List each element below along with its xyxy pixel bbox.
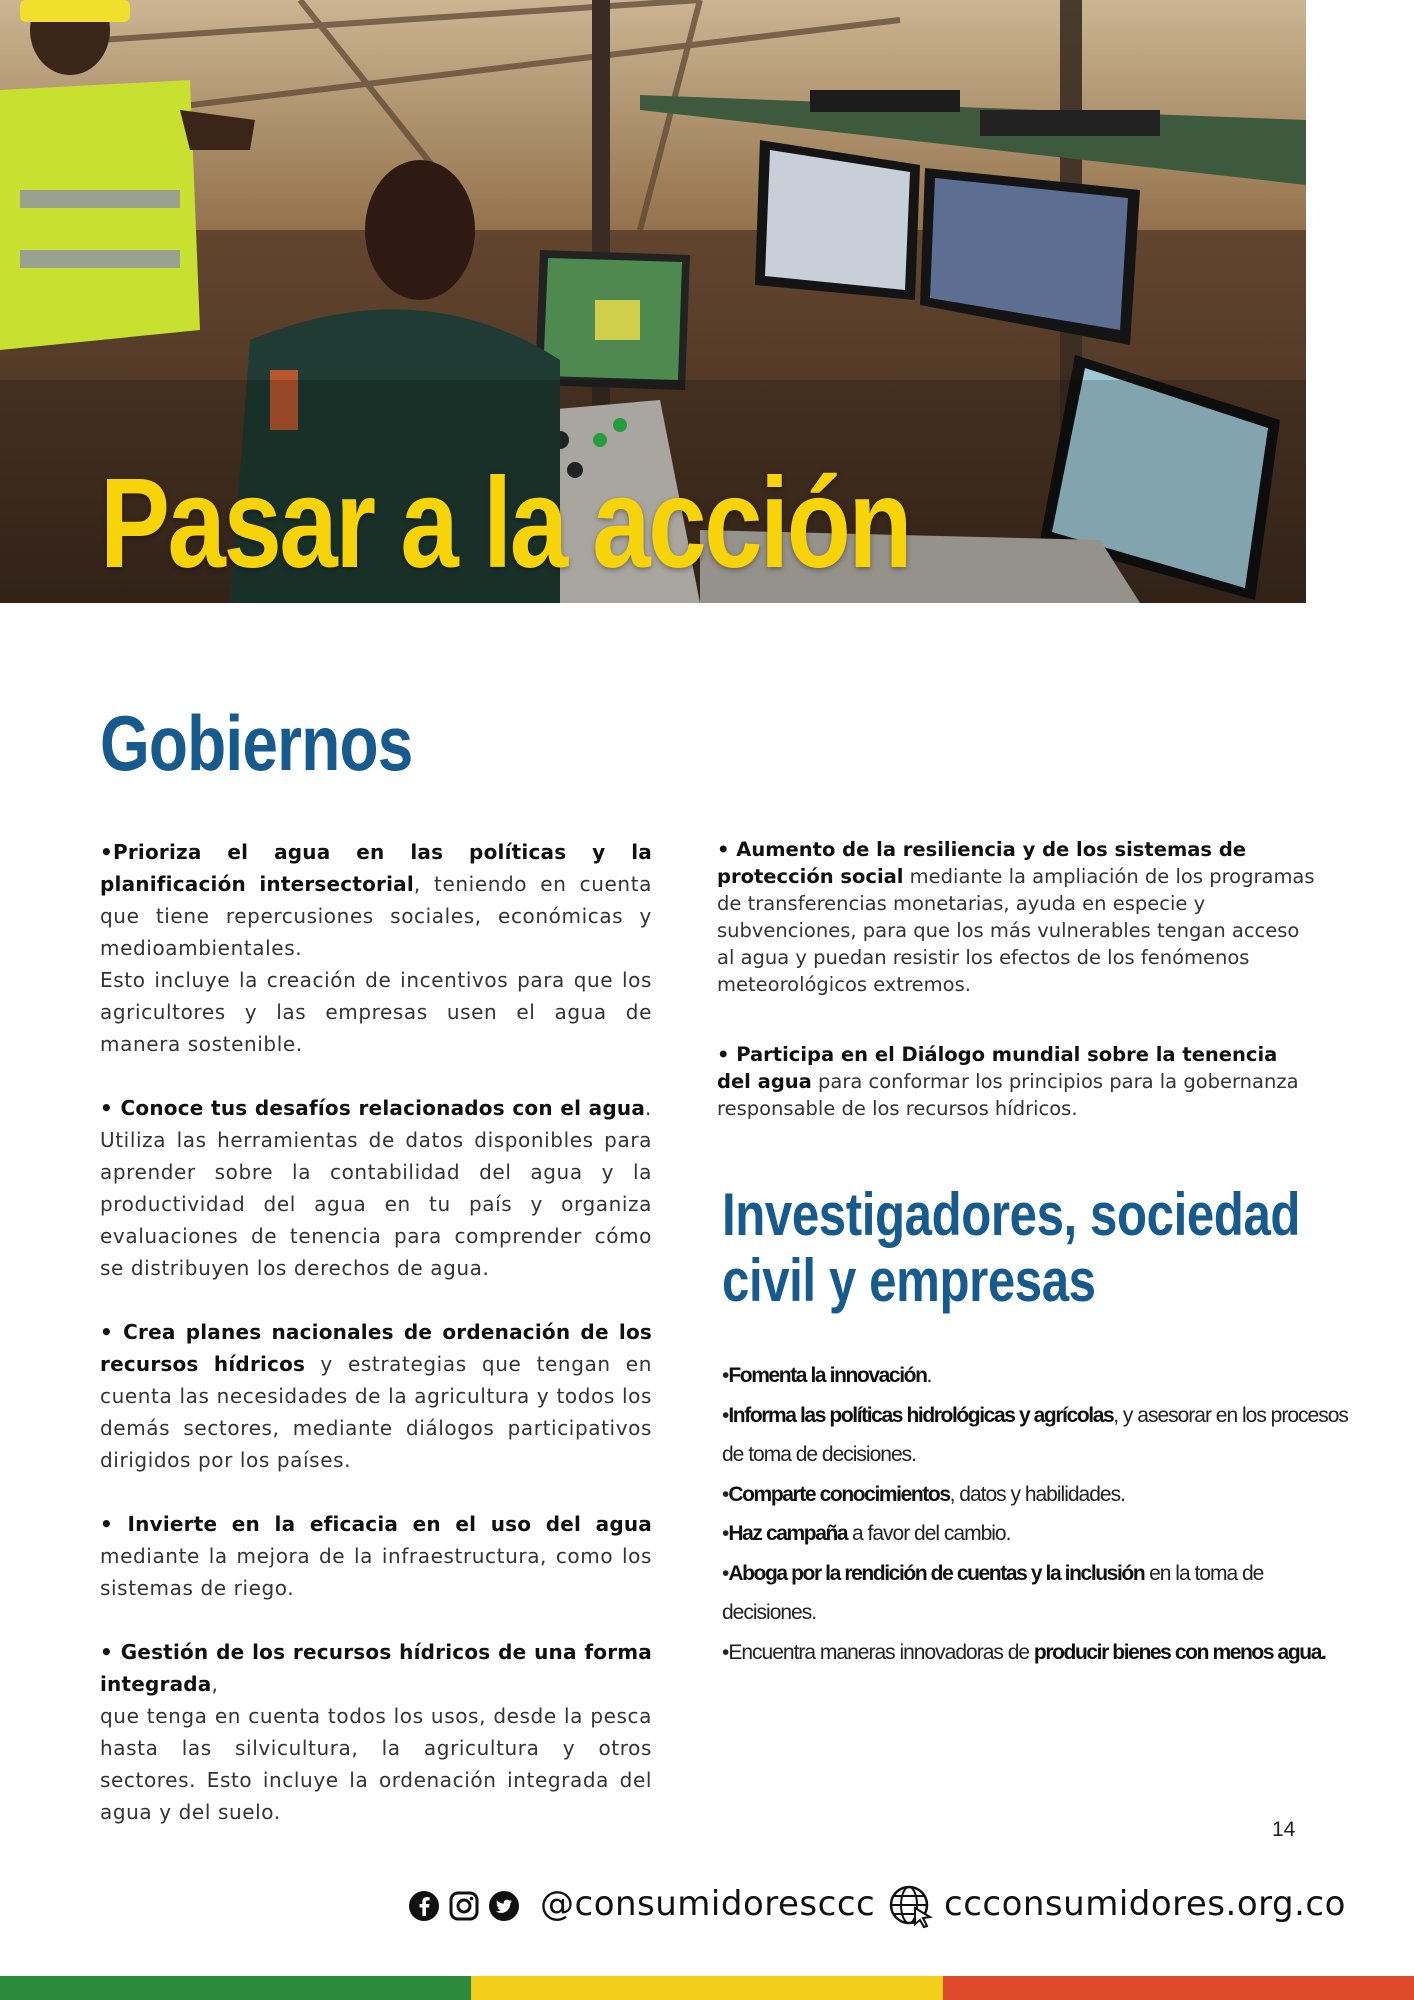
footer-bar-yellow (471, 1976, 943, 2000)
list-item: •Haz campaña a favor del cambio. (722, 1522, 1011, 1545)
item-text: mediante la ampliación de los programas de transferencias monetarias, ayuda en especie y subvenciones, para que los más vulnerables tengan acceso al agua y puedan resistir los efectos de los fenómenos meteorológicos extremos. (717, 865, 1315, 996)
hero-photo (0, 0, 1306, 603)
list-item: •Encuentra maneras innovadoras de producir bienes con menos agua. (722, 1640, 1326, 1664)
instagram-icon[interactable] (448, 1890, 480, 1922)
list-item: •Informa las políticas hidrológicas y agrícolas, y asesorar en los procesos de toma de decisiones. (722, 1403, 1348, 1466)
item-bold-lead: • Invierte en la eficacia en el uso del agua (100, 1512, 652, 1536)
footer-bar-red (943, 1976, 1414, 2000)
footer-bar-green (0, 1976, 471, 2000)
item-bold-lead: • Gestión de los recursos hídricos de una forma integrada (100, 1640, 652, 1696)
governments-item-5 (100, 1636, 652, 1828)
item-bold-lead: • Conoce tus desafíos relacionados con el agua (100, 1096, 646, 1120)
governments-item-3 (100, 1316, 652, 1476)
section-heading-governments: Gobiernos (100, 699, 413, 787)
item-bold-lead: • Participa en el Diálogo mundial sobre la tenencia del agua (717, 1043, 1278, 1093)
facebook-icon[interactable] (408, 1890, 440, 1922)
item-text: , teniendo en cuenta que tiene repercusiones sociales, económicas y medioambientales. (100, 872, 653, 960)
list-item: •Comparte conocimientos, datos y habilidades. (722, 1482, 1125, 1506)
item-bold-lead: • Aumento de la resiliencia y de los sistemas de protección social (717, 838, 1247, 888)
website-link[interactable]: ccconsumidores.org.co (944, 1884, 1346, 1924)
governments-item-7 (717, 1041, 1317, 1122)
item-bold-lead: • Crea planes nacionales de ordenación de los recursos hídricos (100, 1320, 652, 1376)
item-text: y estrategias que tengan en cuenta las necesidades de la agricultura y todos los demás sectores, mediante diálogos participativos dirigidos por los países. (100, 1352, 652, 1472)
globe-cursor-icon (888, 1884, 934, 1930)
governments-item-2 (100, 1092, 652, 1284)
governments-item-6 (717, 836, 1317, 998)
section-heading-researchers (722, 1181, 1301, 1314)
researchers-list (722, 1356, 1362, 1672)
item-text: para conformar los principios para la gobernanza responsable de los recursos hídricos. (717, 1070, 1299, 1120)
heading-line-1: Investigadores, sociedad (722, 1181, 1301, 1248)
governments-item-1 (100, 836, 652, 1060)
item-bold-lead: •Prioriza el agua en las políticas y la planificación intersectorial (100, 840, 652, 896)
list-item: •Aboga por la rendición de cuentas y la inclusión en la toma de decisiones. (722, 1561, 1264, 1624)
heading-line-2: civil y empresas (722, 1247, 1096, 1314)
item-text: . Utiliza las herramientas de datos disponibles para aprender sobre la contabilidad del agua y la productividad del agua en tu país y organiza evaluaciones de tenencia para comprender cómo se distribuyen los derechos de agua. (100, 1096, 652, 1280)
social-icons (408, 1890, 520, 1922)
governments-right-column (717, 836, 1317, 1165)
governments-left-column (100, 836, 652, 1860)
item-extra-text: que tenga en cuenta todos los usos, desde la pesca hasta las silvicultura, la agricultura y otros sectores. Esto incluye la ordenación integrada del agua y del suelo. (100, 1704, 652, 1824)
governments-item-4 (100, 1508, 652, 1604)
twitter-icon[interactable] (488, 1890, 520, 1922)
list-item: •Fomenta la innovación. (722, 1364, 932, 1387)
page-number: 14 (1272, 1818, 1296, 1841)
hero-title: Pasar a la acción (100, 452, 911, 595)
social-handle[interactable]: @consumidoresccc (540, 1884, 876, 1924)
item-text: , (211, 1672, 219, 1696)
item-text: mediante la mejora de la infraestructura, como los sistemas de riego. (100, 1544, 652, 1600)
item-extra-text: Esto incluye la creación de incentivos para que los agricultores y las empresas usen el agua de manera sostenible. (100, 968, 652, 1056)
